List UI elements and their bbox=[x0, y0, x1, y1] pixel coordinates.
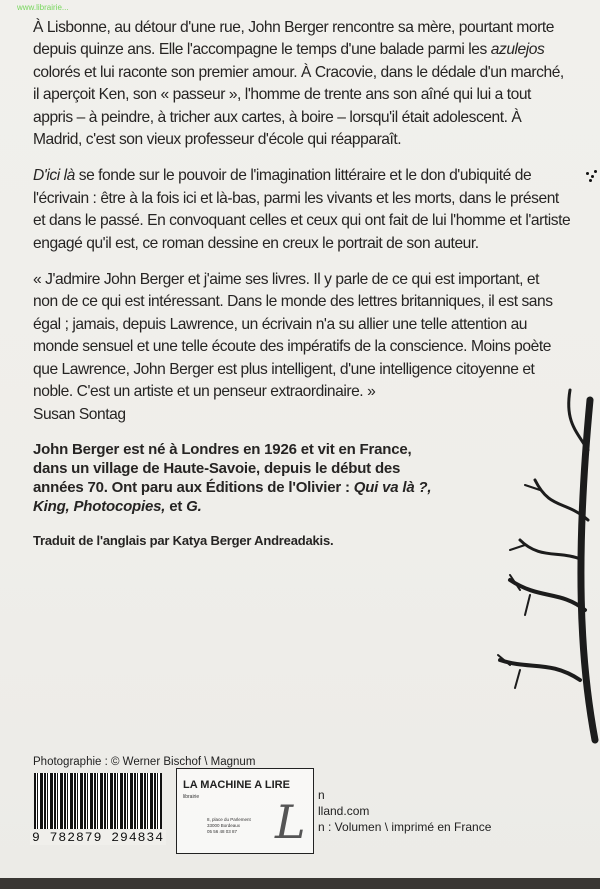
tree-illustration bbox=[480, 360, 600, 750]
bookshop-address: 8, place du Parlement 33000 Bordeaux 05 56 48 03 87 bbox=[207, 817, 251, 834]
author-bio: John Berger est né à Londres en 1926 et vit en France, dans un village de Haute-Savoie, depuis le début des années 70. Ont paru aux Éditions de l'Olivier : Qui va là ?, King, Photocopies, et G. bbox=[33, 440, 432, 515]
bookshop-sticker bbox=[176, 768, 314, 854]
publisher-line: n bbox=[318, 788, 325, 802]
printer-line: n : Volumen \ imprimé en France bbox=[318, 820, 492, 834]
quote-author: Susan Sontag bbox=[33, 405, 126, 423]
publisher-website: lland.com bbox=[318, 804, 370, 818]
isbn: 9 782879 294834 bbox=[32, 830, 165, 845]
paragraph-2: D'ici là se fonde sur le pouvoir de l'imagination littéraire et le don d'ubiquité de l'écrivain : être à la fois ici et là-bas, parmi les vivants et les morts, dans le présent et dans le passé. En convoquant celles et ceux qui ont fait de lui l'homme et l'artiste engagé qu'il est, ce roman dessine en creux le portrait de son auteur. bbox=[33, 167, 571, 252]
bookshop-logo: L bbox=[275, 795, 306, 849]
photo-credit: Photographie : © Werner Bischof \ Magnum bbox=[33, 756, 256, 768]
translator: Traduit de l'anglais par Katya Berger Andreadakis. bbox=[33, 532, 334, 548]
quote: « J'admire John Berger et j'aime ses livres. Il y parle de ce qui est important, et non de ce qui est intéressant. Dans le monde des lettres britanniques, il est sans égal ; jamais, depuis Lawrence, un écrivain n'a su allier une telle attention au monde sensuel et une telle écoute des impératifs de la conscience. Moins poète que Lawrence, John Berger est plus intelligent, d'une intelligence citoyenne et noble. C'est un artiste et un penseur extraordinaire. » Susan Sontag bbox=[33, 271, 553, 423]
barcode bbox=[34, 773, 162, 829]
dots bbox=[591, 175, 594, 178]
watermark: www.librairie... bbox=[17, 3, 69, 12]
paragraph-1: À Lisbonne, au détour d'une rue, John Berger rencontre sa mère, pourtant morte depuis quinze ans. Elle l'accompagne le temps d'une balade parmi les azulejos colorés et lui raconte son premier amour. À Cracovie, dans le dédale d'un marché, il aperçoit Ken, son « passeur », l'homme de trente ans son aîné qui lui a tout appris – à peindre, à tricher aux cartes, à boire – lorsqu'il était adolescent. À Madrid, c'est son vieux professeur d'école qui réapparaît. bbox=[33, 19, 564, 149]
bookshop-type: librairie bbox=[183, 794, 200, 800]
bookshop-name: LA MACHINE A LIRE bbox=[183, 779, 290, 791]
